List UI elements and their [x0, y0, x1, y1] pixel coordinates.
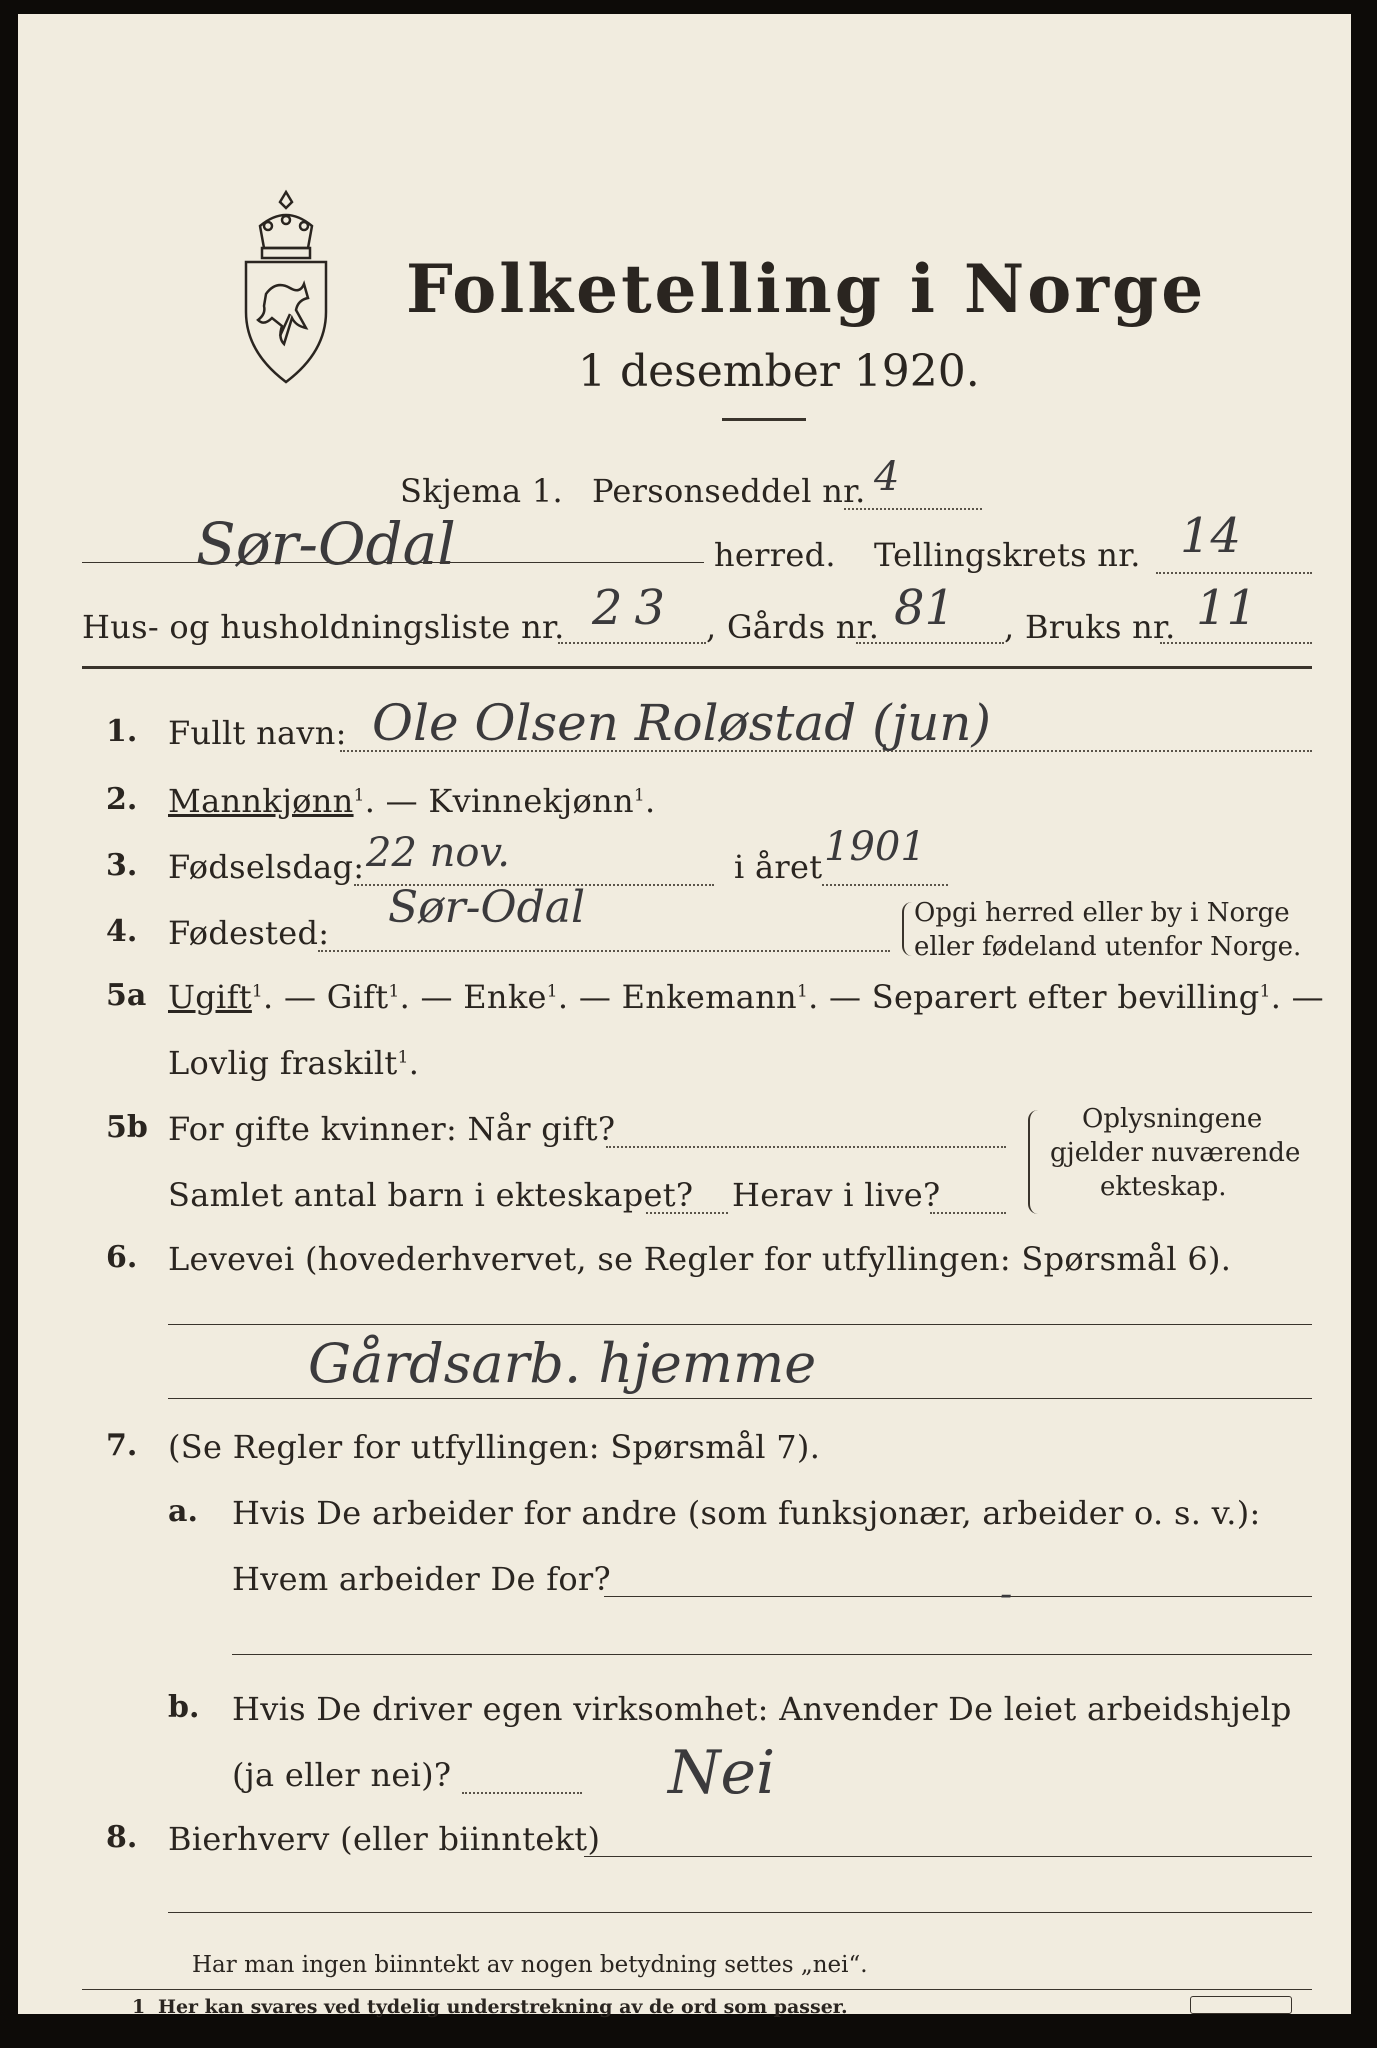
title-divider [722, 418, 806, 421]
form-title: Folketelling i Norge [406, 250, 1207, 328]
q5a-line-2: Lovlig fraskilt$^1$. [168, 1044, 420, 1082]
hus-value[interactable]: 23 [592, 580, 678, 636]
q7-label: (Se Regler for utfyllingen: Spørsmål 7). [168, 1428, 821, 1466]
herred-label: herred. [714, 536, 836, 574]
gards-value[interactable]: 81 [894, 580, 956, 636]
q4-note-2: eller fødeland utenfor Norge. [914, 932, 1302, 962]
birthplace-value[interactable]: Sør-Odal [388, 882, 586, 933]
q7a-text: Hvis De arbeider for andre (som funksjonær, arbeider o. s. v.): [232, 1494, 1261, 1532]
gards-label: , Gårds nr. [706, 608, 880, 646]
q5b-number: 5b [106, 1110, 148, 1145]
q5b-note-1: Oplysningene [1082, 1104, 1263, 1134]
birth-year-value[interactable]: 1901 [824, 824, 926, 870]
q3-number: 3. [106, 848, 138, 883]
tellingskrets-label: Tellingskrets nr. [874, 536, 1141, 574]
q5b-note-3: ekteskap. [1100, 1172, 1227, 1202]
tellingskrets-value[interactable]: 14 [1180, 508, 1242, 564]
q4-number: 4. [106, 914, 138, 949]
q1-label: Fullt navn: [168, 714, 347, 752]
q6-number: 6. [106, 1240, 138, 1275]
biinntekt-note: Har man ingen biinntekt av nogen betydning settes „nei“. [192, 1952, 868, 1978]
q2-number: 2. [106, 782, 138, 817]
q8-label: Bierhverv (eller biinntekt) [168, 1820, 601, 1858]
hus-label: Hus- og husholdningsliste nr. [82, 608, 565, 646]
q7a-number: a. [168, 1494, 198, 1529]
q5a-number: 5a [106, 978, 147, 1013]
census-form [18, 14, 1351, 2018]
q5b-line-2a: Samlet antal barn i ekteskapet? [168, 1176, 694, 1214]
ugift-option[interactable]: Ugift [168, 978, 252, 1016]
aret-label: i året [734, 848, 823, 886]
bruks-label: , Bruks nr. [1004, 608, 1176, 646]
coat-of-arms-icon [240, 186, 332, 396]
q5b-line-1: For gifte kvinner: Når gift? [168, 1110, 616, 1148]
birthday-value[interactable]: 22 nov. [366, 830, 511, 876]
footnote-mark: 1 [132, 1996, 146, 2018]
personseddel-value[interactable]: 4 [874, 454, 900, 500]
q7a-question: Hvem arbeider De for? [232, 1560, 611, 1598]
header-divider [82, 666, 1312, 669]
bruks-value[interactable]: 11 [1196, 580, 1258, 636]
printer-stamp [1190, 1996, 1292, 2014]
occupation-value[interactable]: Gårdsarb. hjemme [308, 1332, 817, 1395]
mannkjonn-option[interactable]: Mannkjønn [168, 782, 354, 820]
personseddel-label: Personseddel nr. [592, 472, 866, 510]
q8-number: 8. [106, 1820, 138, 1855]
full-name-value[interactable]: Ole Olsen Roløstad (jun) [372, 694, 992, 752]
q5b-line-2b: Herav i live? [732, 1176, 941, 1214]
q5b-note-2: gjelder nuværende [1050, 1138, 1301, 1168]
q3-label: Fødselsdag: [168, 848, 365, 886]
q2-text: Mannkjønn$^1$. — Kvinnekjønn$^1$. [168, 782, 656, 820]
skjema-label: Skjema 1. [400, 472, 563, 510]
footnote-text: Her kan svares ved tydelig understrekning av de ord som passer. [158, 1996, 848, 2018]
q5a-line-1: Ugift$^1$. — Gift$^1$. — Enke$^1$. — Enkemann$^1$. — Separert efter bevilling$^1$. — [168, 978, 1324, 1016]
q4-label: Fødested: [168, 914, 330, 952]
q1-number: 1. [106, 714, 138, 749]
q6-label: Levevei (hovederhvervet, se Regler for utfyllingen: Spørsmål 6). [168, 1240, 1232, 1278]
employer-value[interactable]: - [1000, 1574, 1013, 1615]
form-date: 1 desember 1920. [578, 346, 980, 397]
q7b-text: Hvis De driver egen virksomhet: Anvender De leiet arbeidshjelp [232, 1690, 1292, 1728]
q7b-question: (ja eller nei)? [232, 1756, 452, 1794]
q7-number: 7. [106, 1428, 138, 1463]
herred-value[interactable]: Sør-Odal [196, 510, 456, 578]
q7b-number: b. [168, 1690, 200, 1725]
q4-note-1: Opgi herred eller by i Norge [914, 898, 1290, 928]
hired-help-value[interactable]: Nei [668, 1738, 776, 1808]
